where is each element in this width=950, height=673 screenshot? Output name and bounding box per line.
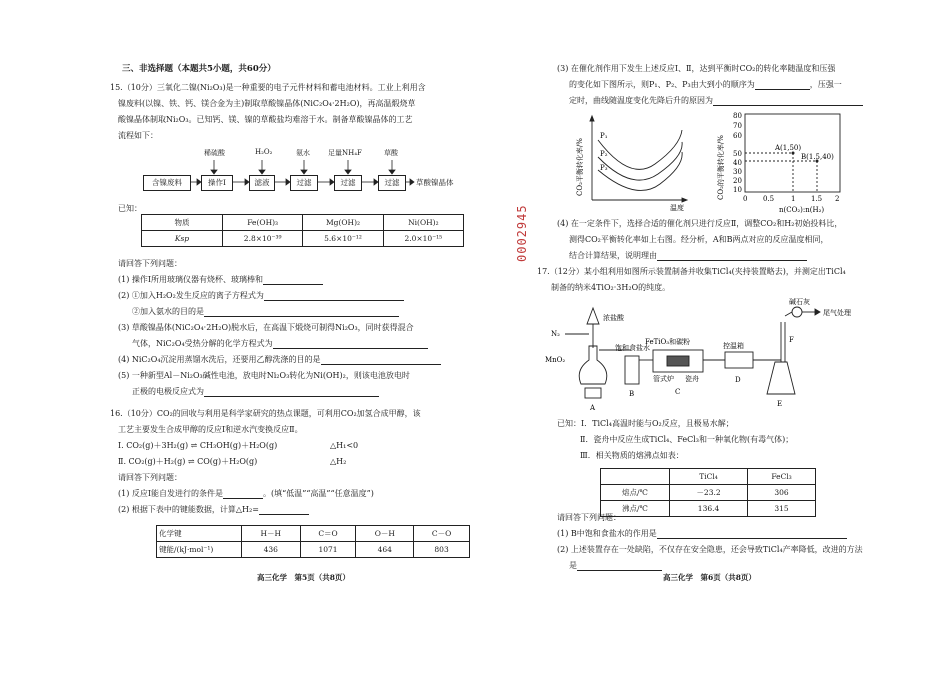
curve-label-p1: P₁ (600, 132, 608, 140)
q16-line1: 16.（10分）CO₂的回收与利用是科学家研究的热点课题，可利用CO₂加氢合成甲醇，该 (110, 409, 421, 418)
q15-3b (132, 339, 428, 349)
curve-p3 (598, 152, 682, 190)
xtick: 2 (835, 195, 840, 203)
q15-1-text: (1) 操作Ⅰ所用玻璃仪器有烧杯、玻璃棒和 (118, 275, 264, 284)
table-row (142, 215, 464, 231)
xtick: 1 (791, 195, 796, 203)
label-c: C (675, 388, 681, 396)
q16-1-tail: 。(填“低温”“高温”“任意温度”) (263, 489, 374, 498)
graph1-ylabel: CO₂平衡转化率/% (576, 138, 584, 196)
answer-blank[interactable] (657, 530, 847, 539)
label-f: F (789, 336, 794, 344)
xtick: 0.5 (763, 195, 775, 203)
ytick: 20 (733, 177, 742, 185)
answer-blank[interactable] (263, 276, 323, 285)
q15-2a-text: (2) ①加入H₂O₂发生反应的离子方程式为 (118, 291, 264, 300)
table-row (157, 526, 470, 542)
q17-2a: (2) 上述装置存在一处缺陷，不仅存在安全隐患，还会导致TiCl₄产率降低，改进的方法 (557, 545, 863, 554)
label-porcelain: 瓷舟 (685, 375, 699, 383)
table-cell: －23.2 (670, 485, 748, 501)
q15-5b (132, 387, 379, 397)
table-cell: Ni(OH)₂ (383, 215, 463, 231)
q15-2a (118, 291, 404, 301)
q16-3c (569, 96, 863, 106)
table-cell: 化学键 (157, 526, 242, 542)
serial-stamp: 0002945 (515, 204, 529, 262)
q17-1 (557, 529, 847, 539)
reagent-label: 氨水 (296, 149, 310, 157)
q16-2-text: (2) 根据下表中的键能数据，计算△H₂= (118, 505, 259, 514)
lime-tube (792, 307, 802, 317)
graph2-xlabel: n(CO₂):n(H₂) (779, 206, 825, 214)
flask-a (579, 346, 607, 384)
q16-2 (118, 505, 309, 515)
funnel (587, 308, 599, 324)
table-row (601, 469, 816, 485)
ytick: 30 (733, 168, 742, 176)
q17-known2: Ⅱ．瓷舟中反应生成TiCl₄、FeCl₃和一种氧化物(有毒气体)； (580, 435, 794, 444)
q15-2b (132, 307, 399, 317)
q17-ask: 请回答下列问题： (557, 513, 621, 522)
answer-blank[interactable] (204, 308, 399, 317)
curve-p2 (598, 142, 682, 180)
q16-line2: 工艺主要发生合成甲醇的反应Ⅰ和逆水汽变换反应Ⅱ。 (118, 425, 303, 434)
q16-reaction1: Ⅰ. CO₂(g)＋3H₂(g) ⇌ CH₃OH(g)＋H₂O(g) (118, 441, 278, 450)
q15-4-text: (4) NiC₂O₄沉淀用蒸馏水洗后，还要用乙醇洗涤的目的是 (118, 355, 321, 364)
q16-1-text: (1) 反应Ⅰ能自发进行的条件是 (118, 489, 224, 498)
table-cell: O－H (356, 526, 414, 542)
label-c-reagent: FeTiO₃和碳粉 (645, 338, 691, 346)
q15-1 (118, 275, 323, 285)
known-label: 已知： (118, 204, 142, 213)
ytick: 60 (733, 132, 742, 140)
burner (585, 388, 601, 398)
q15-ask: 请回答下列问题： (118, 259, 182, 268)
bond-energy-table (156, 525, 470, 558)
curve-label-p3: P₃ (600, 164, 608, 172)
answer-blank[interactable] (259, 506, 309, 515)
table-cell: 136.4 (670, 501, 748, 517)
q17-known3: Ⅲ．相关物质的熔沸点如表： (580, 451, 684, 460)
q17-1-text: (1) B中饱和食盐水的作用是 (557, 529, 657, 538)
ytick: 80 (733, 112, 742, 120)
bottle-b (625, 356, 639, 384)
flask-e (767, 362, 795, 394)
table-row (601, 485, 816, 501)
table-cell: 464 (356, 542, 414, 558)
table-cell: 315 (748, 501, 816, 517)
q15-3a: (3) 草酸镍晶体(NiC₂O₄·2H₂O)脱水后，在高温下煅烧可制得Ni₂O₃，同时获得混合 (118, 323, 414, 332)
q17-2b (569, 561, 662, 571)
q15-line2: 镍废料(以镍、铁、钙、镁合金为主)制取草酸镍晶体(NiC₂O₄·2H₂O)，再高温煅烧草 (118, 99, 416, 108)
ytick: 40 (733, 159, 742, 167)
q16-3c-text: 定时，曲线随温度变化先降后升的原因为 (569, 96, 713, 105)
label-lime: 碱石灰 (789, 298, 810, 306)
q16-4c (569, 251, 807, 261)
answer-blank[interactable] (577, 562, 662, 571)
flow-box-filter1: 过滤 (290, 175, 318, 191)
label-conc-hcl: 浓盐酸 (603, 314, 624, 322)
table-cell: 沸点/℃ (601, 501, 670, 517)
flow-box-filter2: 过滤 (334, 175, 362, 191)
label-n2: N₂ (551, 330, 560, 338)
q16-reaction2-dh: △H₂ (330, 457, 347, 466)
page-footer-right: 高三化学 第6页（共8页） (663, 573, 756, 582)
q16-reaction2: Ⅱ. CO₂(g)＋H₂(g) ⇌ CO(g)＋H₂O(g) (118, 457, 258, 466)
label-e: E (777, 400, 783, 408)
table-row (157, 542, 470, 558)
q17-2b-text: 是 (569, 561, 577, 570)
q15-line1: 15.（10分）三氧化二镍(Ni₂O₃)是一种重要的电子元件材料和蓄电池材料。工业上利用含 (110, 83, 426, 92)
xtick: 0 (743, 195, 748, 203)
answer-blank[interactable] (657, 252, 807, 261)
label-a: A (590, 404, 596, 412)
right-page (475, 0, 950, 673)
table-row (601, 501, 816, 517)
q15-line3: 酸镍晶体制取Ni₂O₃。已知钙、镁、镍的草酸盐均难溶于水。制备草酸镍晶体的工艺 (118, 115, 413, 124)
q15-5a: (5) 一种新型Al－Ni₂O₃碱性电池，放电时Ni₂O₃转化为Ni(OH)₂，则该电池放电时 (118, 371, 410, 380)
curve-label-p2: P₂ (600, 150, 608, 158)
flow-arrows (0, 0, 475, 200)
ytick: 70 (733, 122, 742, 130)
table-cell: TiCl₄ (670, 469, 748, 485)
q16-3b-text: 的变化如下图所示，则P₁、P₂、P₃由大到小的顺序为 (569, 80, 755, 89)
answer-blank[interactable] (755, 81, 810, 90)
table-cell: 物质 (142, 215, 223, 231)
ksp-table (141, 214, 464, 247)
reagent-label: H₂O₂ (255, 148, 273, 156)
label-tail: 尾气处理 (823, 309, 851, 317)
page-footer-left: 高三化学 第5页（共8页） (257, 573, 350, 582)
table-cell: 436 (242, 542, 301, 558)
q17-line1: 17.（12分）某小组利用如图所示装置制备并收集TiCl₄(夹持装置略去)，并测定出TiCl₄ (537, 267, 846, 276)
table-cell: 2.8×10⁻³⁹ (223, 231, 303, 247)
point-a-label: A(1,50) (775, 144, 802, 152)
q15-2b-text: ②加入氨水的目的是 (132, 307, 204, 316)
porcelain-boat (667, 356, 689, 366)
q16-3a: (3) 在催化剂作用下发生上述反应Ⅰ、Ⅱ，达到平衡时CO₂的转化率随温度和压强 (557, 64, 836, 73)
flow-box-op1: 操作Ⅰ (201, 175, 233, 191)
q15-3b-text: 气体，NiC₂O₄受热分解的化学方程式为 (132, 339, 273, 348)
q16-3b-tail: ，压强一 (809, 80, 842, 89)
table-cell: C－O (414, 526, 470, 542)
ratio-conversion-graph (715, 108, 855, 216)
q15-4 (118, 355, 441, 365)
graph2-ylabel: CO₂的平衡转化率/% (717, 135, 725, 200)
table-cell: C＝O (300, 526, 356, 542)
reagent-label: 稀硫酸 (204, 149, 225, 157)
table-cell (601, 469, 670, 485)
answer-blank[interactable] (204, 388, 379, 397)
q17-line2: 制备的纳米4TiO₂·3H₂O的纯度。 (551, 283, 671, 292)
q16-4c-text: 结合计算结果，说明理由 (569, 251, 657, 260)
table-cell: 5.6×10⁻¹² (303, 231, 383, 247)
tail-arrow (815, 309, 820, 315)
q16-3b (569, 80, 842, 90)
reagent-label: 足量NH₄F (328, 149, 362, 157)
q15-line4: 流程如下： (118, 131, 158, 140)
table-cell: 熔点/℃ (601, 485, 670, 501)
q17-known1: 已知：Ⅰ．TiCl₄高温时能与O₂反应，且极易水解； (557, 419, 734, 428)
curve-p1 (598, 130, 682, 169)
label-sat-nacl: 饱和食盐水 (615, 344, 650, 352)
graph1-xlabel: 温度 (670, 204, 684, 212)
table-cell: Mg(OH)₂ (303, 215, 383, 231)
temp-box (725, 352, 753, 368)
flow-box-filter3: 过滤 (378, 175, 406, 191)
q16-reaction1-dh: △H₁<0 (330, 441, 359, 450)
answer-blank[interactable] (321, 356, 441, 365)
q16-ask: 请回答下列问题： (118, 473, 182, 482)
flow-box-raw: 含镍废料 (143, 175, 191, 191)
pressure-conversion-graph (570, 112, 695, 212)
q15-5b-text: 正极的电极反应式为 (132, 387, 204, 396)
ytick: 10 (733, 186, 742, 194)
flow-product: 草酸镍晶体 (416, 178, 454, 187)
table-cell: Ksp (142, 231, 223, 247)
label-b: B (629, 390, 635, 398)
table-cell: 2.0×10⁻¹⁵ (383, 231, 463, 247)
answer-blank[interactable] (713, 97, 863, 106)
q16-4a: (4) 在一定条件下，选择合适的催化剂只进行反应Ⅱ，调整CO₂和H₂初始投料比， (557, 219, 843, 228)
apparatus-diagram (545, 298, 875, 413)
xtick: 1.5 (811, 195, 823, 203)
table-cell: 1071 (300, 542, 356, 558)
ytick: 50 (733, 150, 742, 158)
melting-boiling-table (600, 468, 816, 517)
answer-blank[interactable] (264, 292, 404, 301)
table-cell: FeCl₃ (748, 469, 816, 485)
answer-blank[interactable] (273, 340, 428, 349)
table-cell: 键能/(kJ·mol⁻¹) (157, 542, 242, 558)
answer-blank[interactable] (223, 490, 263, 499)
y-axis-arrow (590, 116, 594, 121)
label-tube: 管式炉 (653, 375, 674, 383)
x-axis-arrow (682, 198, 687, 202)
section-title: 三、非选择题（本题共5小题，共60分） (122, 64, 276, 74)
table-cell: H－H (242, 526, 301, 542)
label-mno2: MnO₂ (545, 356, 566, 364)
table-row (142, 231, 464, 247)
label-d: D (735, 376, 741, 384)
q16-4b: 测得CO₂平衡转化率如上右图。经分析，A和B两点对应的反应温度相同， (569, 235, 829, 244)
q16-1 (118, 489, 374, 499)
label-temp: 控温箱 (723, 342, 744, 350)
reagent-label: 草酸 (384, 149, 398, 157)
table-cell: Fe(OH)₃ (223, 215, 303, 231)
table-cell: 803 (414, 542, 470, 558)
flow-box-filtrate: 滤液 (249, 175, 275, 191)
point-b-label: B(1.5,40) (801, 153, 834, 161)
table-cell: 306 (748, 485, 816, 501)
tube-f-lime (785, 312, 792, 316)
